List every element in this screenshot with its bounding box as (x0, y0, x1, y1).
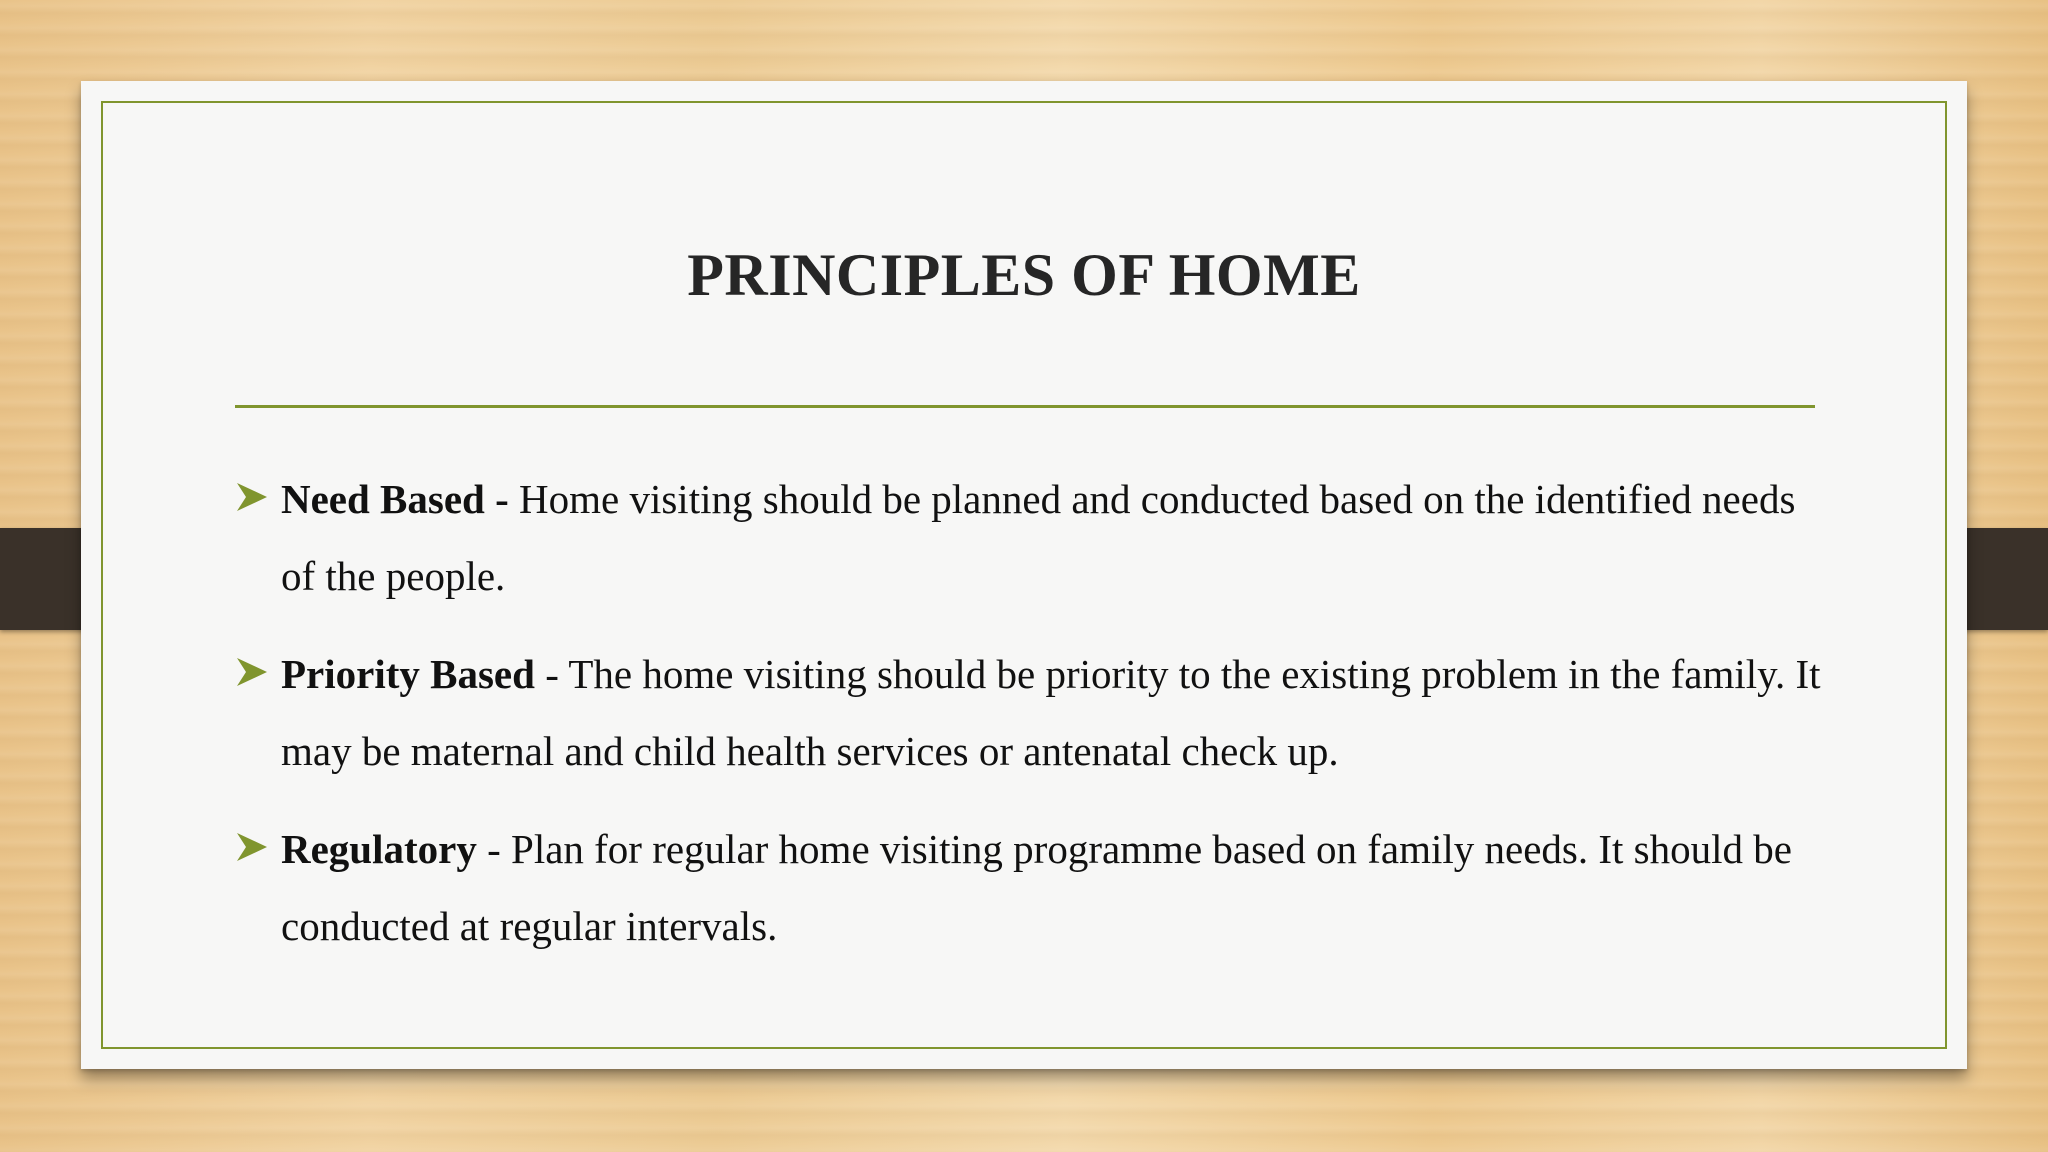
bullet-list (235, 461, 1835, 986)
bullet-text: - The home visiting should be priority to the existing problem in the family. It may be maternal and child health services or antenatal check up. (281, 651, 1821, 774)
arrow-bullet-icon (235, 830, 269, 864)
bullet-term: Need Based - (281, 476, 509, 522)
title-divider (235, 405, 1815, 408)
bullet-priority-based (235, 636, 1835, 790)
arrow-bullet-icon (235, 480, 269, 514)
bullet-text: - Plan for regular home visiting programme based on family needs. It should be conducted at regular intervals. (281, 826, 1792, 949)
bullet-text: Home visiting should be planned and conducted based on the identified needs of the people. (281, 476, 1796, 599)
bullet-term: Priority Based (281, 651, 535, 697)
slide-title: PRINCIPLES OF HOME (687, 242, 1361, 308)
slide (81, 81, 1967, 1069)
bullet-term: Regulatory (281, 826, 477, 872)
arrow-bullet-icon (235, 655, 269, 689)
bullet-regulatory (235, 811, 1835, 965)
bullet-need-based (235, 461, 1835, 615)
